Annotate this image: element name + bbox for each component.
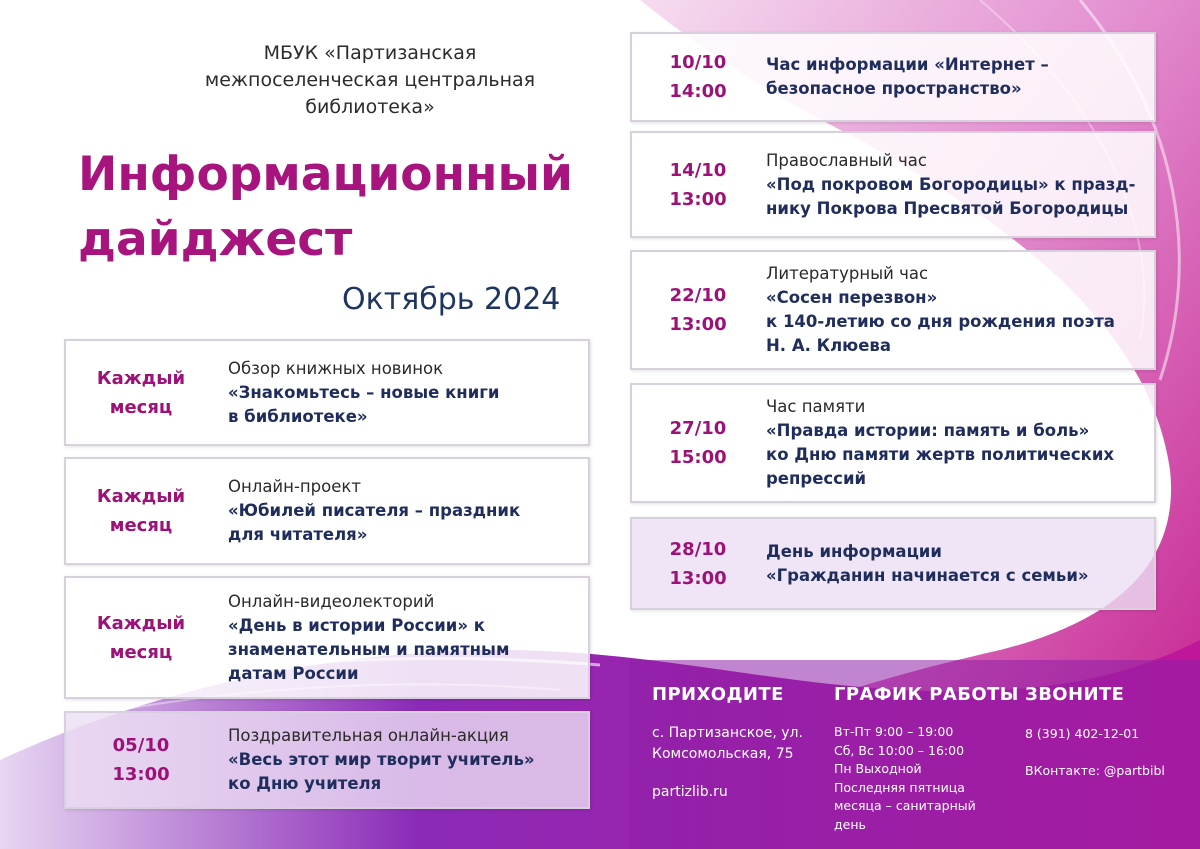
event-card <box>64 339 590 446</box>
event-body <box>766 519 1146 608</box>
event-kind: Поздравительная онлайн-акция <box>228 726 509 745</box>
event-title-line: в библиотеке» <box>228 406 368 426</box>
event-title-line: ко Дню учителя <box>228 774 382 793</box>
event-title-line: ко Дню памяти жертв политических <box>766 445 1115 464</box>
event-date-line: Каждый <box>96 612 186 634</box>
event-title-line: безопасное пространство» <box>766 79 1022 98</box>
event-date-line: месяц <box>109 515 173 536</box>
page-title <box>78 142 598 272</box>
event-title-line: к 140-летию со дня рождения поэта <box>766 312 1115 331</box>
event-card <box>630 32 1156 122</box>
event-card <box>64 576 590 699</box>
month-label: Октябрь 2024 <box>342 282 561 317</box>
event-date-line: 27/10 <box>669 418 727 439</box>
event-date-line: месяц <box>109 396 173 418</box>
schedule-line: Сб, Вс 10:00 – 16:00 <box>834 742 965 758</box>
org-line: межпоселенческая центральная <box>204 69 536 91</box>
event-date-line: 05/10 <box>112 735 170 756</box>
visit-heading: ПРИХОДИТЕ <box>652 684 784 705</box>
org-line: библиотека» <box>305 96 435 118</box>
event-date <box>632 133 764 236</box>
schedule-heading: ГРАФИК РАБОТЫ <box>834 684 1019 705</box>
event-date-line: 13:00 <box>669 567 727 589</box>
event-card <box>630 383 1156 503</box>
event-date-line: 13:00 <box>669 314 727 335</box>
website-link[interactable]: partizlib.ru <box>652 784 728 800</box>
event-kind: Онлайн-видеолекторий <box>228 591 435 611</box>
schedule-line: Последняя пятница <box>834 779 965 795</box>
event-title-line: знаменательным и памятным <box>228 639 510 659</box>
event-date-line: Каждый <box>96 367 186 389</box>
footer-schedule <box>834 684 1019 834</box>
event-date <box>66 713 216 807</box>
event-date <box>66 578 216 697</box>
event-body <box>228 713 580 807</box>
event-kind: Час памяти <box>766 397 866 416</box>
event-title-line: «День в истории России» к <box>228 615 485 635</box>
social-link[interactable]: ВКонтакте: @partbibl <box>1025 762 1165 778</box>
event-date-line: 15:00 <box>669 447 727 468</box>
event-title-line: нику Покрова Пресвятой Богородицы <box>766 198 1129 218</box>
event-date-line: 13:00 <box>669 188 727 210</box>
org-line: МБУК «Партизанская <box>263 42 477 64</box>
event-date-line: Каждый <box>96 486 186 507</box>
event-card <box>630 131 1156 238</box>
event-date <box>632 519 764 608</box>
event-card <box>64 457 590 565</box>
event-body <box>766 385 1146 501</box>
event-date-line: 28/10 <box>669 538 727 560</box>
event-date <box>66 459 216 563</box>
event-card <box>630 250 1156 370</box>
schedule-line: Вт-Пт 9:00 – 19:00 <box>834 724 954 739</box>
event-date-line: 13:00 <box>112 764 170 785</box>
event-title-line: для читателя» <box>228 525 368 544</box>
organization-name <box>190 40 550 121</box>
event-body <box>766 252 1146 368</box>
event-kind: Православный час <box>766 150 927 170</box>
event-title-line: датам России <box>228 663 359 683</box>
schedule-line: месяца – санитарный <box>834 798 976 813</box>
event-kind: Обзор книжных новинок <box>228 358 444 378</box>
event-date-line: 14:00 <box>669 81 727 102</box>
event-kind: Онлайн-проект <box>228 477 361 496</box>
event-title-line: «Правда истории: память и боль» <box>766 421 1090 440</box>
event-date-line: месяц <box>109 641 173 663</box>
event-title-line: репрессий <box>766 469 867 488</box>
event-date <box>632 252 764 368</box>
schedule-line: Пн Выходной <box>834 761 922 776</box>
event-title-line: «Знакомьтесь – новые книги <box>228 382 500 402</box>
event-title-line: «Под покровом Богородицы» к празд- <box>766 174 1136 194</box>
event-body <box>766 133 1146 236</box>
event-date <box>632 385 764 501</box>
event-date <box>66 341 216 444</box>
event-date-line: 14/10 <box>669 159 727 181</box>
event-body <box>766 34 1146 120</box>
event-title-line: «Гражданин начинается с семьи» <box>766 565 1089 585</box>
event-title-line: День информации <box>766 541 942 561</box>
schedule-line: день <box>834 816 866 832</box>
title-line: дайджест <box>78 212 353 267</box>
event-date-line: 22/10 <box>669 285 727 306</box>
footer-call <box>1025 684 1195 780</box>
event-date-line: 10/10 <box>669 52 727 73</box>
event-body <box>228 578 580 697</box>
footer-visit <box>652 684 827 803</box>
address-line: с. Партизанское, ул. <box>652 725 803 741</box>
call-heading: ЗВОНИТЕ <box>1025 684 1125 705</box>
event-card <box>630 517 1156 610</box>
address-line: Комсомольская, 75 <box>652 746 794 762</box>
title-line: Информационный <box>78 147 573 202</box>
event-title-line: «Юбилей писателя – праздник <box>228 501 521 520</box>
event-date <box>632 34 764 120</box>
event-card <box>64 711 590 809</box>
event-title-line: «Сосен перезвон» <box>766 288 938 307</box>
event-body <box>228 459 580 563</box>
event-title-line: «Весь этот мир творит учитель» <box>228 750 535 769</box>
phone-number[interactable]: 8 (391) 402-12-01 <box>1025 726 1140 741</box>
event-title-line: Н. А. Клюева <box>766 336 891 355</box>
event-kind: Литературный час <box>766 264 929 283</box>
schedule-lines <box>834 723 1019 834</box>
event-title-line: Час информации «Интернет – <box>766 55 1049 74</box>
event-body <box>228 341 580 444</box>
